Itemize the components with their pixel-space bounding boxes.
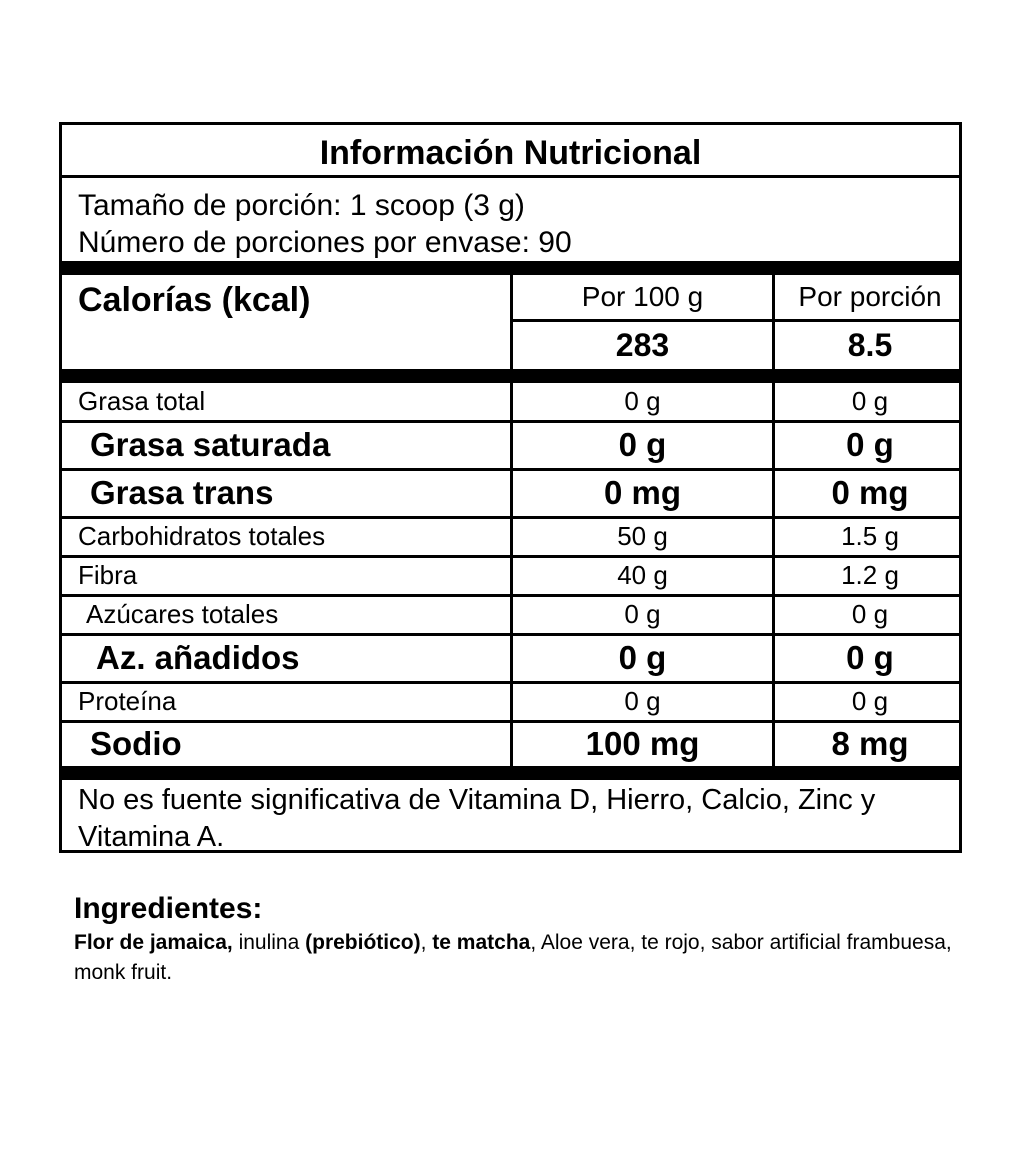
label-title: Información Nutricional [319, 134, 702, 172]
nutrition-facts-table [59, 122, 962, 853]
serving-size: Tamaño de porción: 1 scoop (3 g) [78, 189, 525, 222]
nutrient-name: Grasa saturada [90, 426, 331, 463]
calories-label: Calorías (kcal) [78, 281, 311, 319]
thick-divider [62, 261, 959, 275]
nutrient-name: Grasa total [78, 386, 206, 416]
calories-per-serving: 8.5 [847, 327, 893, 363]
nutrient-per-serving: 0 g [846, 426, 894, 463]
column-divider [772, 383, 775, 766]
nutrient-per-serving: 0 g [851, 686, 889, 716]
nutrient-per-100g: 100 mg [585, 725, 700, 762]
nutrient-name: Fibra [78, 560, 138, 590]
divider [62, 175, 959, 178]
thick-divider [62, 369, 959, 383]
ingredients-title: Ingredientes: [74, 892, 263, 925]
nutrient-per-serving: 0 g [851, 386, 889, 416]
column-header-per-100g: Por 100 g [581, 281, 704, 312]
nutrient-name: Grasa trans [90, 474, 274, 511]
nutrient-per-100g: 0 g [624, 686, 661, 716]
nutrient-name: Sodio [90, 725, 182, 762]
nutrient-per-serving: 0 g [846, 639, 894, 676]
nutrient-per-100g: 50 g [617, 521, 668, 551]
nutrient-per-100g: 0 g [624, 386, 661, 416]
nutrient-name: Az. añadidos [96, 639, 300, 676]
nutrient-per-serving: 1.2 g [841, 560, 899, 590]
divider [510, 319, 959, 322]
nutrient-name: Proteína [78, 686, 177, 716]
nutrient-per-serving: 0 g [851, 599, 889, 629]
nutrient-name: Carbohidratos totales [78, 521, 326, 551]
ingredients-text [74, 928, 954, 988]
ingredient-highlight: te matcha [432, 931, 531, 954]
nutrient-per-serving: 8 mg [831, 725, 909, 762]
column-header-per-serving: Por porción [798, 281, 942, 312]
nutrient-per-100g: 40 g [617, 560, 668, 590]
calories-per-100g: 283 [615, 327, 670, 363]
ingredient-text: , [420, 931, 433, 954]
nutrient-per-100g: 0 g [618, 426, 667, 463]
ingredient-highlight: Flor de jamaica, [74, 931, 233, 954]
ingredient-highlight: (prebiótico) [305, 931, 421, 954]
nutrient-per-serving: 0 mg [831, 474, 909, 511]
nutrient-per-serving: 1.5 g [841, 521, 899, 551]
ingredient-text: inulina [232, 931, 306, 954]
nutrient-per-100g: 0 mg [603, 474, 682, 511]
nutrient-name: Azúcares totales [86, 599, 279, 629]
ingredient-text: , Aloe vera, te rojo, sabor artificial frambuesa, monk fruit. [74, 931, 952, 984]
footnote: No es fuente significativa de Vitamina D, Hierro, Calcio, Zinc y Vitamina A. [78, 784, 876, 853]
serving-info [78, 187, 572, 261]
column-divider [510, 383, 513, 766]
nutrient-per-100g: 0 g [624, 599, 661, 629]
servings-per-container: Número de porciones por envase: 90 [78, 226, 572, 259]
nutrient-per-100g: 0 g [618, 639, 667, 676]
thick-divider [62, 766, 959, 780]
